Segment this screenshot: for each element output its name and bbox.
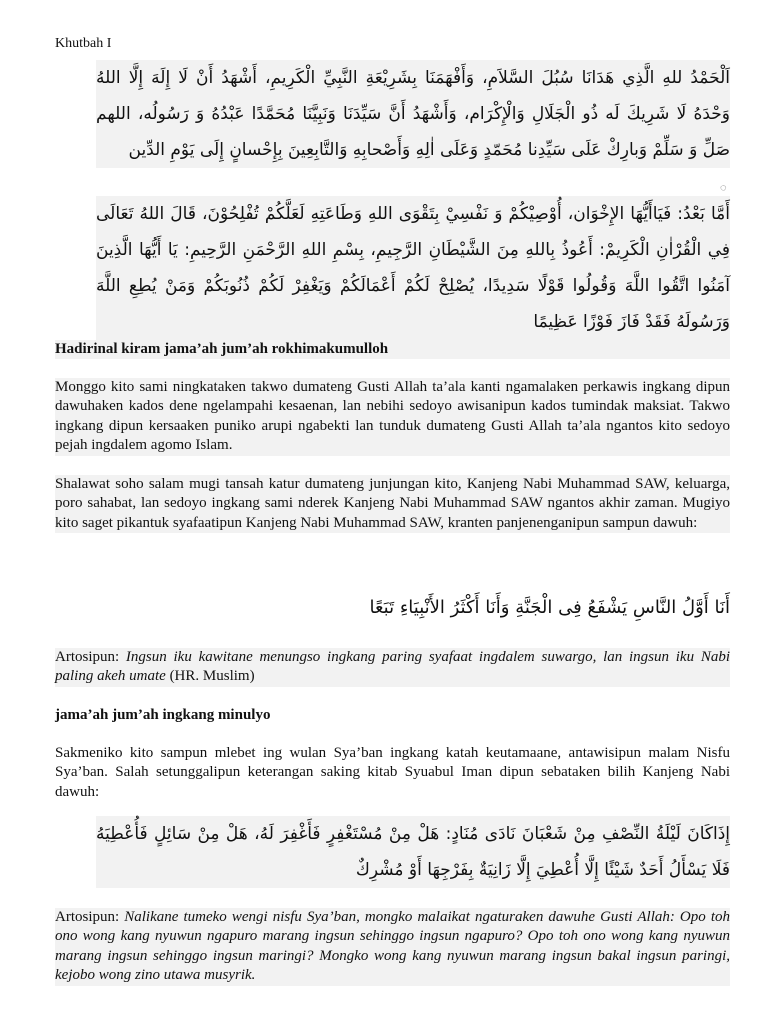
translation-text: Nalikane tumeko wengi nisfu Sya’ban, mongko malaikat ngaturaken dawuhe Gusti Allah: Opo toh ono wong kang nyuwun ngapuro marang ingsun sehinggo ingsun ngapuro? Opo toh ono wong kang nyuwun marang ingsun sehinggo ingsun maringi? Mongko wong kang nyuwun marang ingsun bakal ingsun paringi, kejobo wong zino utawa musyrik. bbox=[55, 909, 730, 984]
translation-prefix: Artosipun: bbox=[55, 649, 120, 665]
paragraph-nisfu-syaban: Sakmeniko kito sampun mlebet ing wulan Sya’ban ingkang katah keutamaane, antawisipun malam Nisfu Sya’ban. Salah setunggalipun keterangan saking kitab Syuabul Iman dipun sebataken bilih Kanjeng Nabi dawuh: bbox=[55, 745, 730, 800]
translation-hadith-nisfu-syaban bbox=[55, 908, 730, 986]
translation-prefix: Artosipun: bbox=[55, 909, 120, 925]
arabic-hadith-nisfu-syaban: إِذَاكَانَ لَيْلَةُ النِّصْفِ مِنْ شَعْبَانَ نَادَى مُنَادٍ: هَلْ مِنْ مُسْتَغْفِرٍ فَأَغْفِرَ لَهُ، هَلْ مِنْ سَائِلٍ فَأُعْطِيَهُ فَلَا يَسْأَلُ أَحَدٌ شَيْئًا إِلَّا أُعْطِيَ إِلَّا زَانِيَةٌ بِفَرْجِهَا أَوْ مُشْرِكٌ bbox=[96, 816, 730, 888]
translation-hadith-syafaat bbox=[55, 648, 730, 687]
paragraph-shalawat: Shalawat soho salam mugi tansah katur dumateng junjungan kito, Kanjeng Nabi Muhammad SAW, keluarga, poro sahabat, lan sedoyo ingkang sami nderek Kanjeng Nabi Muhammad SAW ngantos akhir zaman. Mugiyo kito saget pikantuk syafaatipun Kanjeng Nabi Muhammad SAW, kranten panjenenganipun sampun dawuh: bbox=[55, 475, 730, 533]
arabic-separator-mark: ◌ bbox=[720, 182, 727, 194]
section-heading-jamaah: jama’ah jum’ah ingkang minulyo bbox=[55, 707, 271, 723]
paragraph-takwo: Monggo kito sami ningkataken takwo dumateng Gusti Allah ta’ala kanti ngamalaken perkawis ingkang dipun dawuhaken kados dene ngelampahi kesaenan, lan nebihi sedoyo awisanipun kados tumindak maksiat. Takwo ingkang dipun kersaaken puniko arupi ngabekti lan tunduk dumateng Gusti Allah ta’ala ngantos kito sedoyo pejah ingdalem agomo Islam. bbox=[55, 378, 730, 456]
hadith-source: (HR. Muslim) bbox=[169, 668, 255, 685]
translation-text: Ingsun iku kawitane menungso ingkang paring syafaat ingdalem suwargo, lan ingsun iku Nabi paling akeh umate bbox=[55, 649, 731, 685]
arabic-opening-praise: اَلْحَمْدُ للهِ الَّذِي هَدَانَا سُبُلَ السَّلاَمِ، وَأَفْهَمَنَا بِشَرِيْعَةِ النَّبِيِّ الْكَرِيمِ، أَشْهَدُ أَنْ لَا إِلَهَ إِلَّا اللهُ وَحْدَهُ لَا شَرِيكَ لَه ذُو الْجَلَالِ وَالْإِكْرَام، وَأَشْهَدُ أَنَّ سَيِّدَنَا وَنَبِيَّنَا مُحَمَّدًا عَبْدُهُ وَ رَسُولُه، اللهم صَلِّ وَ سَلِّمْ وَبارِكْ عَلَى سَيِّدِنا مُحَمّدٍ وَعَلَى اٰلِهِ وَأَصْحابِهِ وَالتَّابِعِينَ بِإِحْسانٍ إِلَى يَوْمِ الدِّين bbox=[96, 60, 730, 168]
section-heading-hadirin: Hadirinal kiram jama’ah jum’ah rokhimakumulloh bbox=[55, 340, 730, 359]
arabic-wasiat-taqwa: أَمَّا بَعْدُ: فَيَاأَيُّهَا الإِخْوَان، أُوْصِيْكُمْ وَ نَفْسِيْ بِتَقْوَى اللهِ وَطَاعَتِهِ لَعَلَّكُمْ تُفْلِحُوْنَ، قَالَ اللهُ تَعَالَى فِي الْقُرْاٰنِ الْكَرِيمْ: أَعُوذُ بِاللهِ مِنَ الشَّيْطَانِ الرَّجِيمِ، بِسْمِ اللهِ الرَّحْمَنِ الرَّحِيمِ: يَا أَيُّهَا الَّذِينَ آمَنُوا اتَّقُوا اللَّهَ وَقُولُوا قَوْلًا سَدِيدًا، يُصْلِحْ لَكُمْ أَعْمَالَكُمْ وَيَغْفِرْ لَكُمْ ذُنُوبَكُمْ وَمَنْ يُطِعِ اللَّهَ وَرَسُولَهُ فَقَدْ فَازَ فَوْزًا عَظِيمًا bbox=[96, 196, 730, 340]
arabic-hadith-syafaat: أَنَا أَوَّلُ النَّاسِ يَشْفَعُ فِى الْجَنَّةِ وَأَنَا أَكْثَرُ الأَنْبِيَاءِ تَبَعًا bbox=[369, 597, 730, 618]
document-title: Khutbah I bbox=[55, 36, 112, 51]
